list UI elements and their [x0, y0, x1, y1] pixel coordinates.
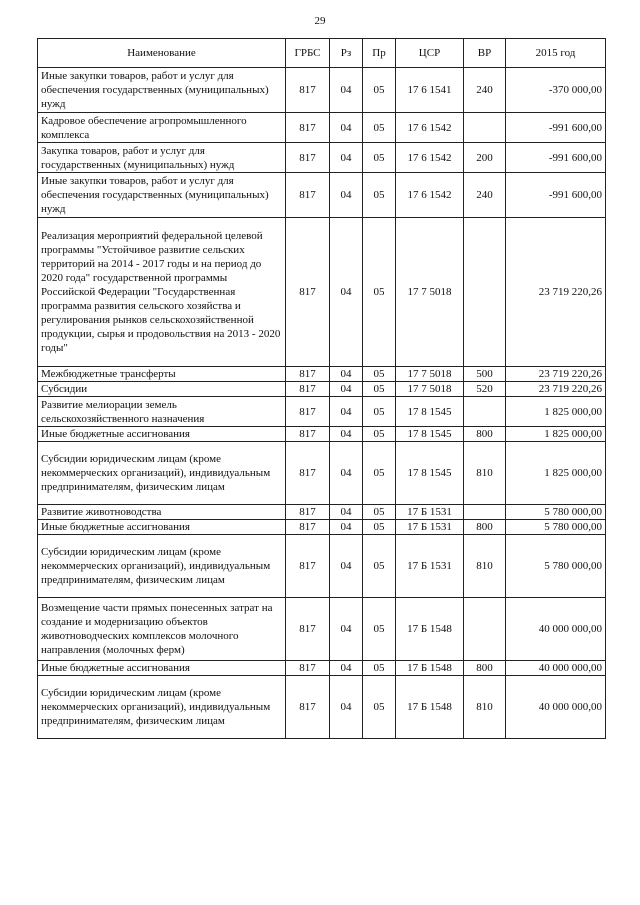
row-vr: 200 [464, 143, 506, 173]
table-row [38, 676, 606, 739]
table-row [38, 442, 606, 505]
row-rz: 04 [330, 113, 363, 143]
row-vr: 810 [464, 535, 506, 598]
row-grbs: 817 [286, 427, 330, 442]
row-rz: 04 [330, 68, 363, 113]
row-name: Развитие животноводства [38, 505, 286, 520]
row-csr: 17 Б 1548 [396, 676, 464, 739]
row-csr: 17 6 1541 [396, 68, 464, 113]
row-amount: -991 600,00 [506, 113, 606, 143]
table-row [38, 598, 606, 661]
table-row [38, 68, 606, 113]
row-grbs: 817 [286, 442, 330, 505]
row-vr [464, 505, 506, 520]
row-pr: 05 [363, 520, 396, 535]
row-csr: 17 Б 1531 [396, 505, 464, 520]
table-row [38, 397, 606, 427]
row-name: Закупка товаров, работ и услуг для государственных (муниципальных) нужд [38, 143, 286, 173]
row-grbs: 817 [286, 113, 330, 143]
row-vr: 800 [464, 520, 506, 535]
table-row [38, 143, 606, 173]
row-csr: 17 Б 1548 [396, 598, 464, 661]
row-grbs: 817 [286, 143, 330, 173]
row-grbs: 817 [286, 218, 330, 367]
row-csr: 17 Б 1531 [396, 520, 464, 535]
row-vr: 240 [464, 173, 506, 218]
table-row [38, 661, 606, 676]
row-rz: 04 [330, 173, 363, 218]
row-pr: 05 [363, 598, 396, 661]
row-name: Субсидии юридическим лицам (кроме некоммерческих организаций), индивидуальным предпринимателям, физическим лицам [38, 676, 286, 739]
row-csr: 17 Б 1548 [396, 661, 464, 676]
row-name: Иные бюджетные ассигнования [38, 661, 286, 676]
row-grbs: 817 [286, 382, 330, 397]
table-row [38, 382, 606, 397]
table-row [38, 173, 606, 218]
row-name: Иные закупки товаров, работ и услуг для обеспечения государственных (муниципальных) нужд [38, 68, 286, 113]
row-rz: 04 [330, 143, 363, 173]
row-rz: 04 [330, 382, 363, 397]
row-amount: 23 719 220,26 [506, 367, 606, 382]
header-rz: Рз [330, 39, 363, 68]
row-grbs: 817 [286, 173, 330, 218]
row-rz: 04 [330, 505, 363, 520]
table-row [38, 367, 606, 382]
row-vr: 800 [464, 427, 506, 442]
row-amount: 1 825 000,00 [506, 397, 606, 427]
row-name: Иные бюджетные ассигнования [38, 520, 286, 535]
header-pr: Пр [363, 39, 396, 68]
row-pr: 05 [363, 367, 396, 382]
row-vr: 240 [464, 68, 506, 113]
header-csr: ЦСР [396, 39, 464, 68]
row-csr: 17 6 1542 [396, 173, 464, 218]
header-row [38, 39, 606, 68]
row-name: Развитие мелиорации земель сельскохозяйственного назначения [38, 397, 286, 427]
row-vr [464, 598, 506, 661]
table-row [38, 218, 606, 367]
row-name: Реализация мероприятий федеральной целевой программы "Устойчивое развитие сельских территорий на 2014 - 2017 годы и на период до 2020 года" государственной программы Российской Федерации "Государственная программа развития сельского хозяйства и регулирования рынков сельскохозяйственной продукции, сырья и продовольствия на 2013 - 2020 годы" [38, 218, 286, 367]
row-pr: 05 [363, 661, 396, 676]
row-amount: -991 600,00 [506, 173, 606, 218]
row-amount: 5 780 000,00 [506, 505, 606, 520]
row-grbs: 817 [286, 676, 330, 739]
row-amount: 40 000 000,00 [506, 598, 606, 661]
row-vr [464, 113, 506, 143]
row-pr: 05 [363, 218, 396, 367]
row-amount: 1 825 000,00 [506, 427, 606, 442]
row-rz: 04 [330, 442, 363, 505]
row-name: Межбюджетные трансферты [38, 367, 286, 382]
row-csr: 17 7 5018 [396, 382, 464, 397]
row-vr: 800 [464, 661, 506, 676]
row-csr: 17 Б 1531 [396, 535, 464, 598]
row-csr: 17 8 1545 [396, 397, 464, 427]
row-rz: 04 [330, 598, 363, 661]
row-name: Иные закупки товаров, работ и услуг для обеспечения государственных (муниципальных) нужд [38, 173, 286, 218]
row-rz: 04 [330, 676, 363, 739]
row-amount: 40 000 000,00 [506, 676, 606, 739]
row-grbs: 817 [286, 520, 330, 535]
row-amount: 1 825 000,00 [506, 442, 606, 505]
row-pr: 05 [363, 68, 396, 113]
row-csr: 17 8 1545 [396, 442, 464, 505]
row-rz: 04 [330, 367, 363, 382]
row-csr: 17 7 5018 [396, 367, 464, 382]
row-rz: 04 [330, 520, 363, 535]
row-grbs: 817 [286, 661, 330, 676]
row-pr: 05 [363, 442, 396, 505]
row-name: Субсидии юридическим лицам (кроме некоммерческих организаций), индивидуальным предпринимателям, физическим лицам [38, 442, 286, 505]
row-vr: 520 [464, 382, 506, 397]
row-vr [464, 397, 506, 427]
row-rz: 04 [330, 427, 363, 442]
row-pr: 05 [363, 535, 396, 598]
row-amount: 5 780 000,00 [506, 520, 606, 535]
table-row [38, 520, 606, 535]
row-amount: -991 600,00 [506, 143, 606, 173]
table-row [38, 427, 606, 442]
row-amount: 5 780 000,00 [506, 535, 606, 598]
table-row [38, 113, 606, 143]
header-year: 2015 год [506, 39, 606, 68]
row-pr: 05 [363, 143, 396, 173]
row-csr: 17 8 1545 [396, 427, 464, 442]
row-rz: 04 [330, 397, 363, 427]
row-pr: 05 [363, 382, 396, 397]
row-grbs: 817 [286, 367, 330, 382]
row-name: Возмещение части прямых понесенных затрат на создание и модернизацию объектов животноводческих комплексов молочного направления (молочных ферм) [38, 598, 286, 661]
row-grbs: 817 [286, 535, 330, 598]
row-grbs: 817 [286, 598, 330, 661]
row-vr [464, 218, 506, 367]
header-grbs: ГРБС [286, 39, 330, 68]
row-amount: 40 000 000,00 [506, 661, 606, 676]
row-name: Иные бюджетные ассигнования [38, 427, 286, 442]
page-number: 29 [314, 15, 326, 27]
row-rz: 04 [330, 661, 363, 676]
row-name: Субсидии юридическим лицам (кроме некоммерческих организаций), индивидуальным предпринимателям, физическим лицам [38, 535, 286, 598]
header-name: Наименование [38, 39, 286, 68]
row-rz: 04 [330, 535, 363, 598]
row-grbs: 817 [286, 68, 330, 113]
row-pr: 05 [363, 676, 396, 739]
row-amount: 23 719 220,26 [506, 382, 606, 397]
header-vr: ВР [464, 39, 506, 68]
row-grbs: 817 [286, 505, 330, 520]
budget-table [37, 38, 606, 739]
row-pr: 05 [363, 397, 396, 427]
row-csr: 17 6 1542 [396, 113, 464, 143]
row-rz: 04 [330, 218, 363, 367]
row-pr: 05 [363, 505, 396, 520]
row-vr: 810 [464, 442, 506, 505]
row-amount: -370 000,00 [506, 68, 606, 113]
row-vr: 500 [464, 367, 506, 382]
row-csr: 17 6 1542 [396, 143, 464, 173]
row-csr: 17 7 5018 [396, 218, 464, 367]
row-pr: 05 [363, 173, 396, 218]
row-vr: 810 [464, 676, 506, 739]
row-name: Субсидии [38, 382, 286, 397]
row-pr: 05 [363, 427, 396, 442]
row-name: Кадровое обеспечение агропромышленного комплекса [38, 113, 286, 143]
table-row [38, 505, 606, 520]
row-pr: 05 [363, 113, 396, 143]
row-amount: 23 719 220,26 [506, 218, 606, 367]
table-row [38, 535, 606, 598]
row-grbs: 817 [286, 397, 330, 427]
